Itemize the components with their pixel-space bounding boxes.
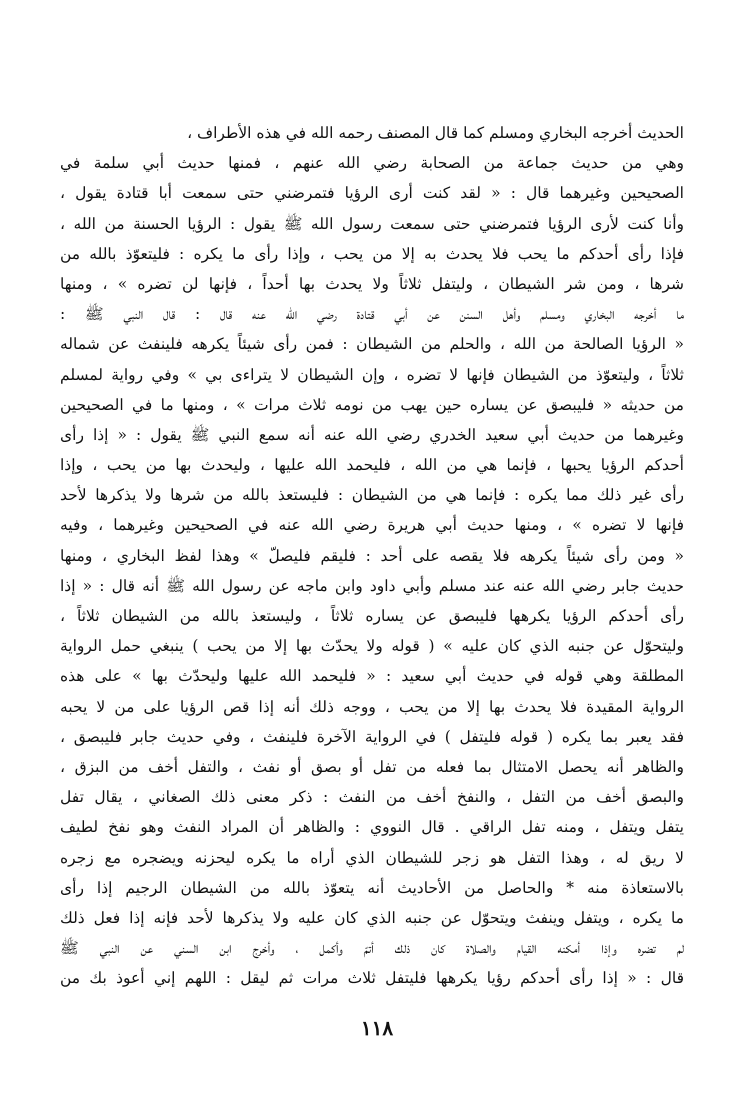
- text-line: فإذا رأى أحدكم ما يحب فلا يحدث به إلا من يحب ، وإذا رأى ما يكره : فليتعوّذ بالله من: [60, 244, 684, 263]
- text-line: فقد يعبر بما يكره ( قوله فليتفل ) في الرواية الآخرة فلينفث ، وفي حديث جابر فليبصق ،: [60, 727, 684, 746]
- text-line: لا ريق له ، وهذا التفل هو زجر للشيطان الذي أراه ما يكره ليحزنه ويضجره مع زجره: [60, 848, 684, 867]
- text-line: أحدكم الرؤيا يحبها ، فإنما هي من الله ، فليحمد الله عليها ، وليحدث بها من يحب ، وإذا: [60, 456, 684, 475]
- text-line: ما يكره ، ويتفل وينفث ويتحوّل عن جنبه الذي كان عليه ولا يذكرها لأحد فإنه إذا فعل ذلك: [60, 908, 684, 927]
- text-line: والبصق أخف من التفل ، والنفخ أخف من النفث : ذكر معنى ذلك الصغاني ، يقال تفل: [60, 788, 684, 807]
- text-line: فإنها لا تضره » ، ومنها حديث أبي هريرة رضي الله عنه في الصحيحين وغيرهما ، وفيه: [60, 516, 684, 535]
- text-line: رأى أحدكم الرؤيا يكرهها فليبصق عن يساره ثلاثاً ، وليستعذ بالله من الشيطان ثلاثاً ،: [60, 607, 684, 625]
- text-line: يتفل ويتفل ، ومنه تفل الراقي . قال النووي : والظاهر أن المراد النفث وهو نفخ لطيف: [60, 818, 684, 837]
- page-number: ١١٨: [360, 1016, 394, 1040]
- text-line: قال : « إذا رأى أحدكم رؤيا يكرهها فليتفل ثلاث مرات ثم ليقل : اللهم إني أعوذ بك من: [60, 969, 684, 988]
- text-line: المطلقة وهي قوله في حديث أبي سعيد : « فليحمد الله عليها وليحدّث بها » على هذه: [60, 667, 684, 686]
- text-line: ثلاثاً ، وليتعوّذ من الشيطان فإنها لا تضره ، وإن الشيطان لا يتراءى بي » وفي رواية لمسلم: [60, 365, 684, 384]
- text-line: « الرؤيا الصالحة من الله ، والحلم من الشيطان : فمن رأى شيئاً يكرهه فلينفث عن شماله: [60, 335, 684, 354]
- text-line: لم تضره وإذا أمكنه القيام والصلاة كان ذلك أتمّ وأكمل ، وأخرج ابن السني عن النبي ﷺ: [60, 939, 684, 958]
- text-line: الرواية المقيدة فلا يحدث بها إلا من يحب ، ووجه ذلك أنه إذا قص الرؤيا على من لا يحبه: [60, 697, 684, 716]
- text-line: الصحيحين وغيرهما قال : « لقد كنت أرى الرؤيا فتمرضني حتى سمعت أبا قتادة يقول ،: [60, 184, 684, 203]
- text-line: بالاستعاذة منه * والحاصل من الأحاديث أنه يتعوّذ بالله من الشيطان الرجيم إذا رأى: [60, 878, 684, 897]
- text-line: وليتحوّل عن جنبه الذي كان عليه » ( قوله ولا يحدّث بها إلا من يحب ) ينبغي حمل الرواية: [60, 637, 684, 656]
- text-line: حديث جابر رضي الله عنه عند مسلم وأبي داود وابن ماجه عن رسول الله ﷺ أنه قال : « إذا: [60, 576, 684, 595]
- text-line: « ومن رأى شيئاً يكرهه فلا يقصه على أحد : فليقم فليصلّ » وهذا لفظ البخاري ، ومنها: [60, 546, 684, 565]
- text-line: رأى غير ذلك مما يكره : فإنما هي من الشيطان : فليستعذ بالله من شرها ولا يذكرها لأحد: [60, 486, 684, 505]
- text-line: وأنا كنت لأرى الرؤيا فتمرضني حتى سمعت رسول الله ﷺ يقول : الرؤيا الحسنة من الله ،: [60, 214, 684, 233]
- text-line: من حديثه « فليبصق عن يساره حين يهب من نومه ثلاث مرات » ، ومنها ما في الصحيحين: [60, 395, 684, 414]
- body-text: [60, 118, 684, 993]
- text-line: والظاهر أنه يحصل الامتثال بما فعله من تفل أو بصق أو نفث ، والتفل أخف من البزق ،: [60, 757, 684, 776]
- text-line: شرها ، ومن شر الشيطان ، وليتفل ثلاثاً ولا يحدث بها أحداً ، فإنها لن تضره » ، ومنها: [60, 274, 684, 293]
- text-line: وهي من حديث جماعة من الصحابة رضي الله عنهم ، فمنها حديث أبي سلمة في: [60, 154, 684, 173]
- text-line: الحديث أخرجه البخاري ومسلم كما قال المصنف رحمه الله في هذه الأطراف ،: [187, 124, 684, 142]
- text-line: ما أخرجه البخاري ومسلم وأهل السنن عن أبي قتادة رضي الله عنه قال : قال النبي ﷺ :: [60, 305, 684, 324]
- text-line: وغيرهما من حديث أبي سعيد الخدري رضي الله عنه أنه سمع النبي ﷺ يقول : « إذا رأى: [60, 425, 684, 444]
